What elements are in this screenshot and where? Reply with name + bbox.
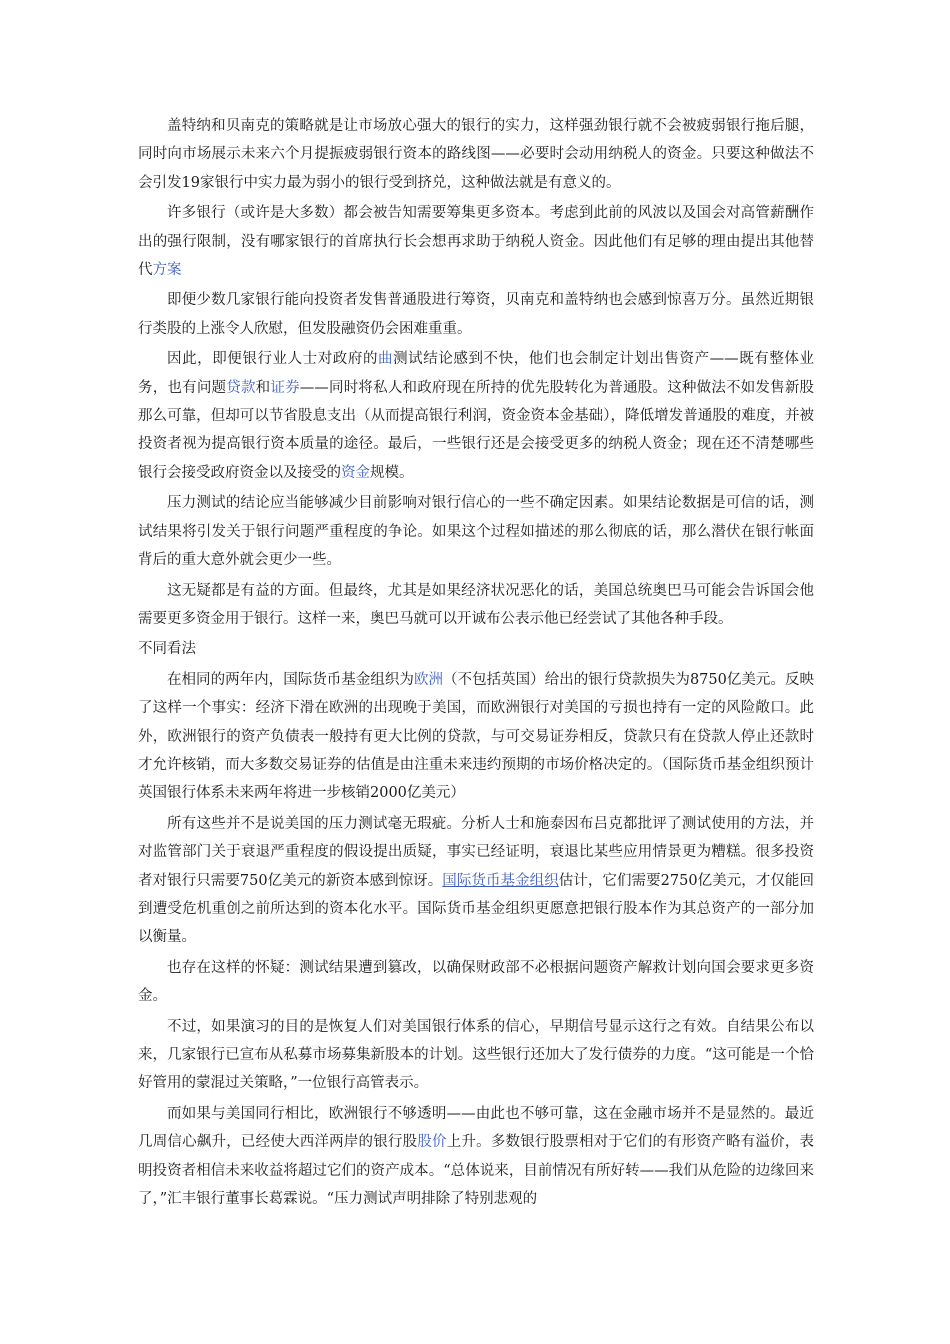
paragraph-4-text-2: 测试结论感到不快，他们也会制定计划出售资产——既有整体业务，也有问题 <box>138 351 815 396</box>
paragraph-7 <box>138 666 814 808</box>
paragraph-3-text: 即便少数几家银行能向投资者发售普通股进行筹资，贝南克和盖特纳也会感到惊喜万分。虽然近期银行类股的上涨令人欣慰，但发股融资仍会困难重重。 <box>138 292 814 337</box>
keyword-link-fangan[interactable]: 方案 <box>152 262 182 279</box>
paragraph-11 <box>138 1100 814 1214</box>
paragraph-5 <box>138 489 814 574</box>
keyword-link-gujia[interactable]: 股价 <box>417 1134 447 1151</box>
paragraph-11-text-1: 而如果与美国同行相比，欧洲银行不够透明——由此也不够可靠，这在金融市场并不是显然的。最近几周信心飙升，已经使大西洋两岸的银行股 <box>138 1105 814 1151</box>
keyword-link-qu[interactable]: 曲 <box>378 351 394 368</box>
paragraph-6 <box>138 577 814 634</box>
paragraph-4-text-5: 规模。 <box>370 464 414 481</box>
paragraph-6-text: 这无疑都是有益的方面。但最终，尤其是如果经济状况恶化的话，美国总统奥巴马可能会告诉国会他需要更多资金用于银行。这样一来，奥巴马就可以开诚布公表示他已经尝试了其他各种手段。 <box>138 582 814 627</box>
paragraph-8-text-2: 估计，它们需要2750亿美元，才仅能回到遭受危机重创之前所达到的资本化水平。国际货币基金组织更愿意把银行股本作为其总资产的一部分加以衡量。 <box>138 872 814 946</box>
paragraph-4-text-4: ——同时将私人和政府现在所持的优先股转化为普通股。这种做法不如发售新股那么可靠，但却可以节省股息支出（从而提高银行利润，资金资本金基础），降低增发普通股的难度，并被投资者视为提高银行资本质量的途径。最后，一些银行还是会接受更多的纳税人资金；现在还不清楚哪些银行会接受政府资金以及接受的 <box>138 379 815 481</box>
paragraph-4 <box>138 345 814 487</box>
paragraph-4-text-1: 因此，即便银行业人士对政府的 <box>167 351 379 368</box>
section-heading-text: 不同看法 <box>138 641 196 658</box>
keyword-link-ouzhou[interactable]: 欧洲 <box>413 671 444 688</box>
paragraph-2-text: 许多银行（或许是大多数）都会被告知需要筹集更多资本。考虑到此前的风波以及国会对高管薪酬作出的强行限制，没有哪家银行的首席执行长会想再求助于纳税人资金。因此他们有足够的理由提出其他替代 <box>138 205 814 279</box>
paragraph-7-text-1: 在相同的两年内，国际货币基金组织为 <box>167 671 414 688</box>
keyword-link-daikuan[interactable]: 贷款 <box>226 379 256 396</box>
paragraph-9-text: 也存在这样的怀疑：测试结果遭到篡改，以确保财政部不必根据问题资产解救计划向国会要求更多资金。 <box>138 959 814 1005</box>
paragraph-9 <box>138 954 814 1011</box>
paragraph-10 <box>138 1013 814 1098</box>
paragraph-5-text: 压力测试的结论应当能够减少目前影响对银行信心的一些不确定因素。如果结论数据是可信的话，测试结果将引发关于银行问题严重程度的争论。如果这个过程如描述的那么彻底的话，那么潜伏在银行帐面背后的重大意外就会更少一些。 <box>138 495 814 569</box>
keyword-link-zhengquan[interactable]: 证券 <box>270 379 300 396</box>
document-body <box>138 112 814 1215</box>
paragraph-4-text-3: 和 <box>255 379 271 396</box>
paragraph-7-text-2: （不包括英国）给出的银行贷款损失为8750亿美元。反映了这样一个事实：经济下滑在欧洲的出现晚于美国，而欧洲银行对美国的亏损也持有一定的风险敞口。此外，欧洲银行的资产负债表一般持有更大比例的贷款，与可交易证券相反，贷款只有在贷款人停止还款时才允许核销，而大多数交易证券的估值是由注重未来违约预期的市场价格决定的。（国际货币基金组织预计英国银行体系未来两年将进一步核销2000亿美元） <box>138 671 815 802</box>
paragraph-8-text-1: 所有这些并不是说美国的压力测试毫无瑕疵。分析人士和施泰因布吕克都批评了测试使用的方法，并对监管部门关于衰退严重程度的假设提出质疑，事实已经证明，衰退比某些应用情景更为糟糕。很多投资者对银行只需要750亿美元的新资本感到惊讶。 <box>138 815 814 889</box>
paragraph-11-text-2: 上升。多数银行股票相对于它们的有形资产略有溢价，表明投资者相信未来收益将超过它们的资产成本。“总体说来，目前情况有所好转——我们从危险的边缘回来了，”汇丰银行董事长葛霖说。“压力测试声明排除了特别悲观的 <box>138 1134 815 1208</box>
paragraph-8 <box>138 810 814 952</box>
paragraph-1 <box>138 112 814 197</box>
paragraph-2 <box>138 199 814 284</box>
section-heading <box>138 635 814 663</box>
paragraph-10-text: 不过，如果演习的目的是恢复人们对美国银行体系的信心，早期信号显示这行之有效。自结果公布以来，几家银行已宣布从私募市场募集新股本的计划。这些银行还加大了发行债券的力度。“这可能是一个恰好管用的蒙混过关策略，”一位银行高管表示。 <box>138 1018 814 1092</box>
paragraph-3 <box>138 286 814 343</box>
paragraph-1-text: 盖特纳和贝南克的策略就是让市场放心强大的银行的实力，这样强劲银行就不会被疲弱银行拖后腿，同时向市场展示未来六个月提振疲弱银行资本的路线图——必要时会动用纳税人的资金。只要这种做法不会引发19家银行中实力最为弱小的银行受到挤兑，这种做法就是有意义的。 <box>138 118 814 191</box>
keyword-link-imf[interactable]: 国际货币基金组织 <box>442 872 559 889</box>
keyword-link-zijin[interactable]: 资金 <box>341 464 370 481</box>
